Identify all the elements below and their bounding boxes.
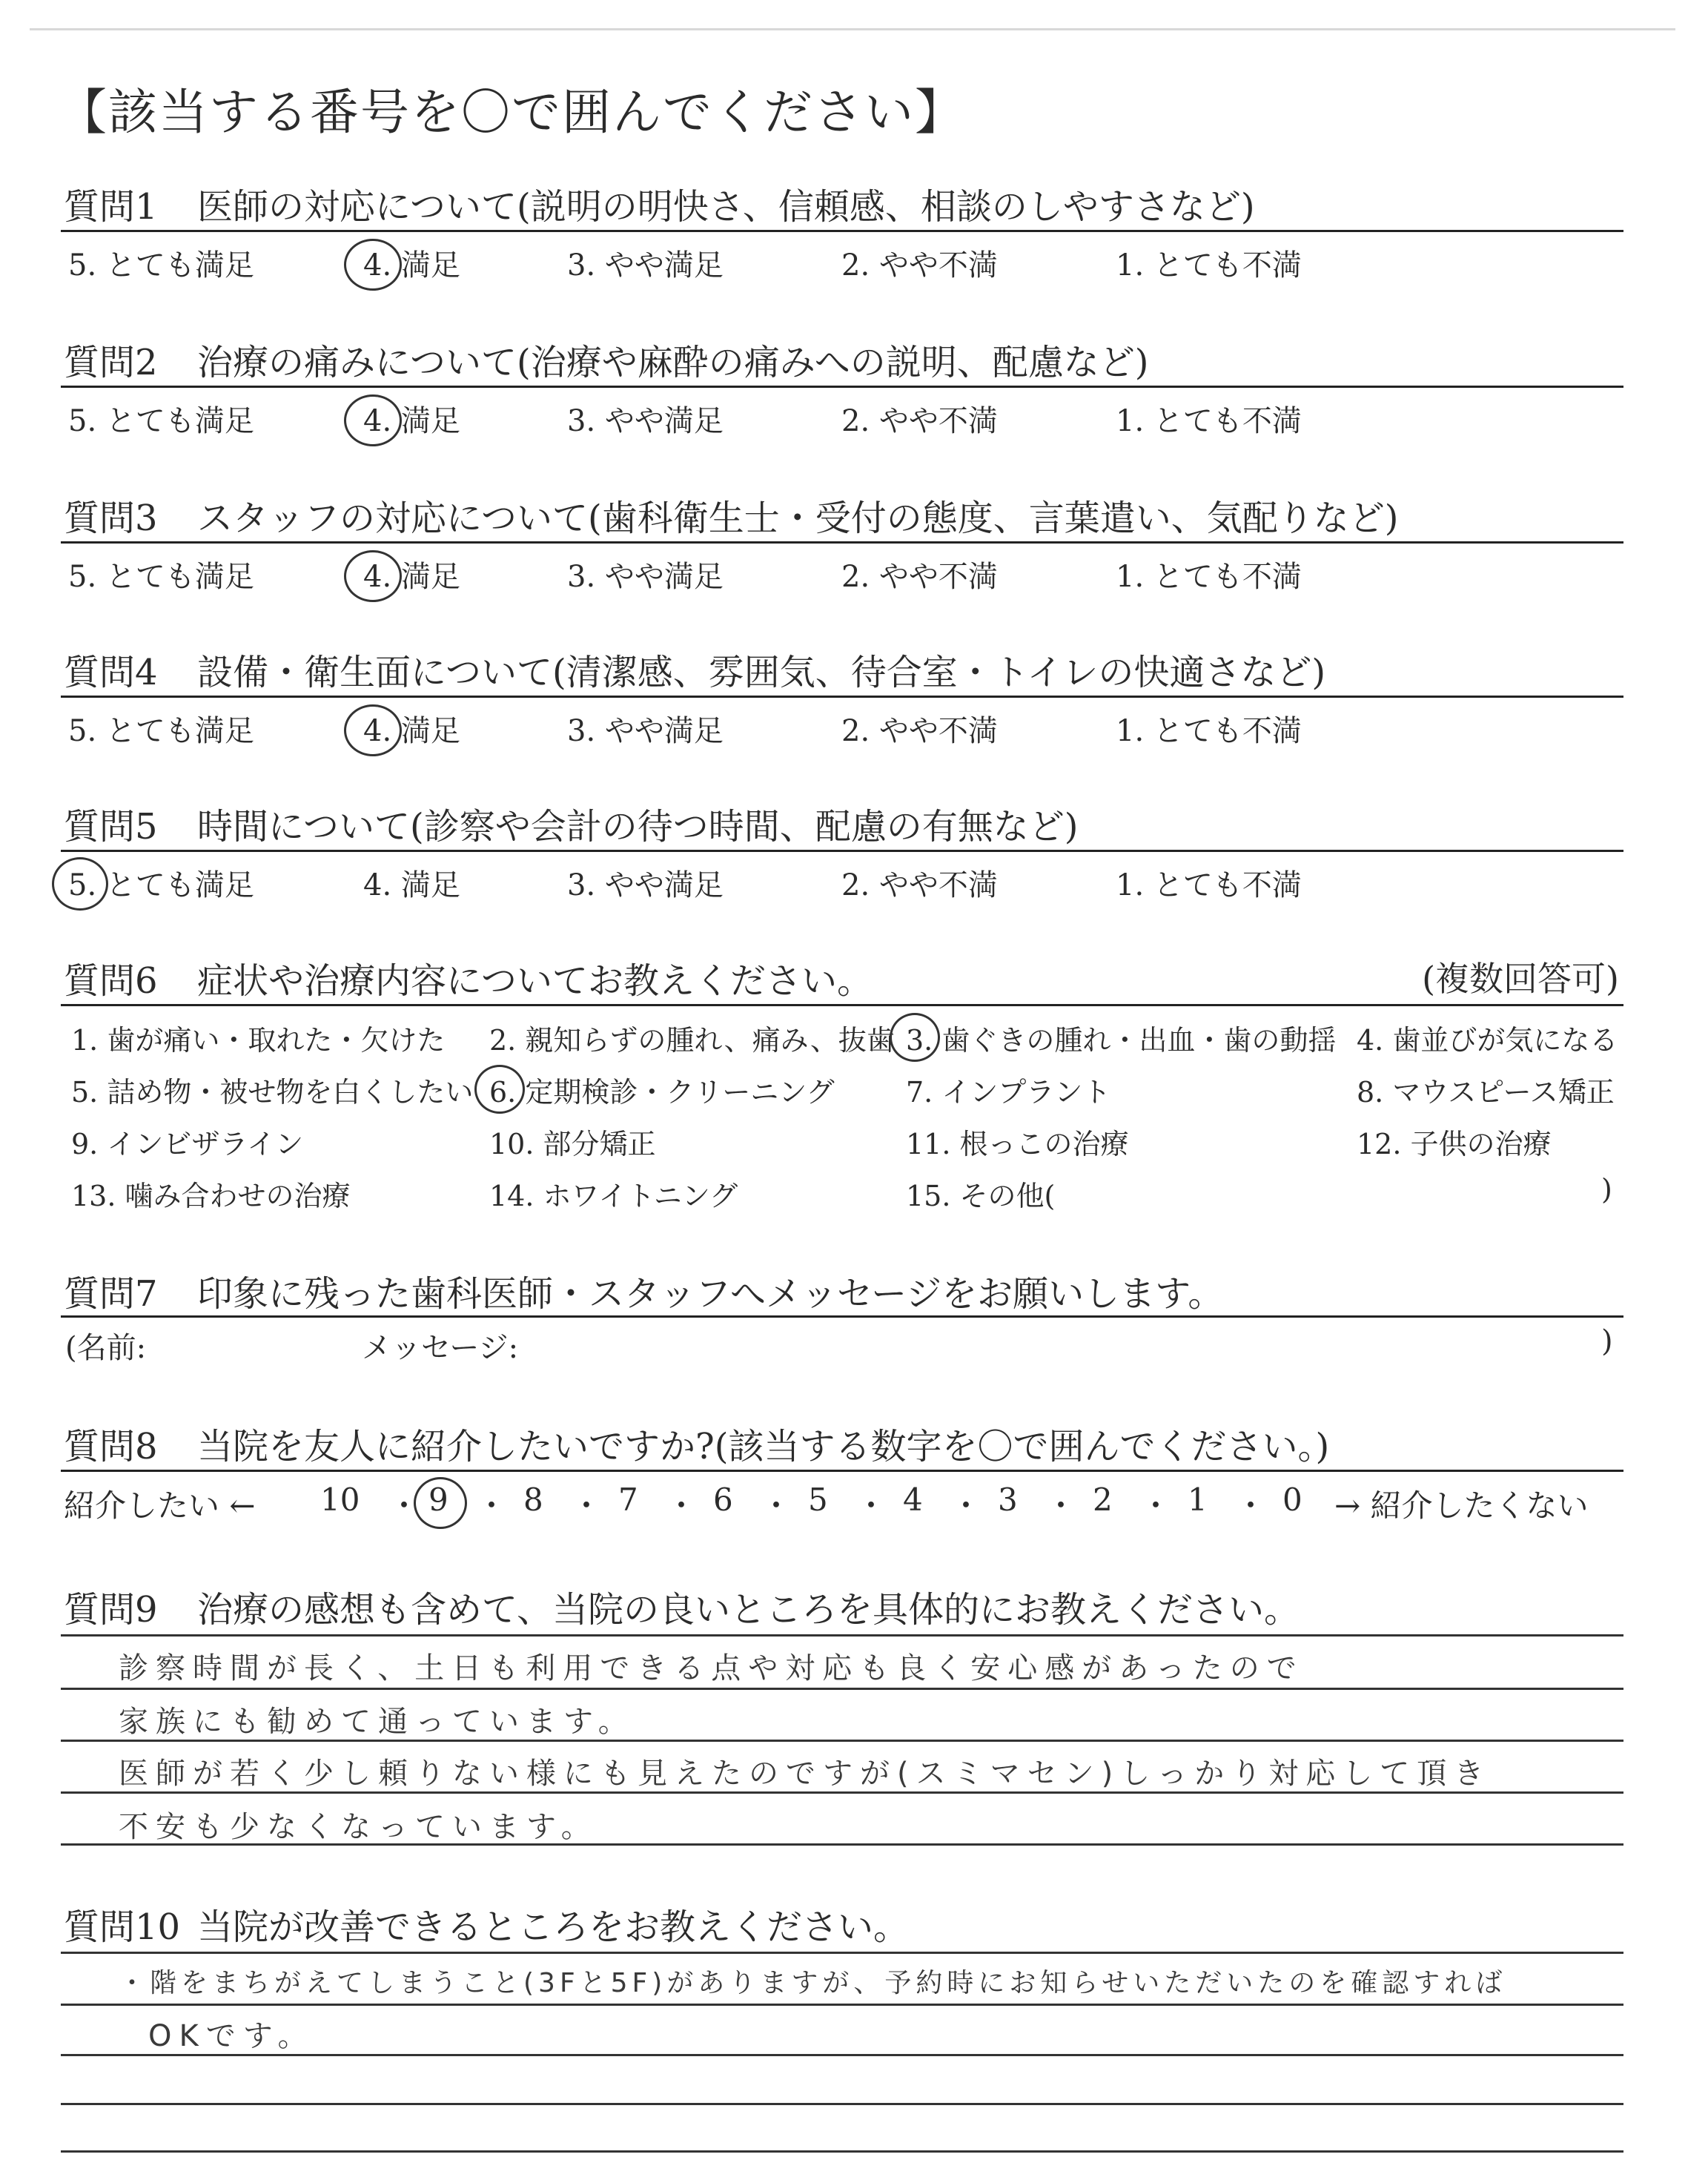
question-2-label: 質問2 <box>64 342 158 383</box>
q7-close-paren: ) <box>1601 1324 1613 1358</box>
question-4-rule <box>61 696 1623 698</box>
q1-option-5[interactable]: 5. とても満足 <box>68 248 254 283</box>
q3-option-4[interactable]: 4. 満足 <box>363 560 460 594</box>
q6-option-2[interactable]: 2. 親知らずの腫れ、痛み、抜歯 <box>489 1024 895 1057</box>
question-10-text: 当院が改善できるところをお教えください。 <box>197 1906 910 1948</box>
question-1-label: 質問1 <box>64 186 158 228</box>
q5-option-5[interactable]: 5. とても満足 <box>68 868 254 902</box>
q8-number-8[interactable]: 8 <box>523 1482 543 1518</box>
question-2-rule <box>61 386 1623 388</box>
q6-option-10[interactable]: 10. 部分矯正 <box>489 1128 656 1160</box>
q8-number-2[interactable]: 2 <box>1093 1482 1113 1518</box>
question-1-heading <box>64 178 1255 229</box>
q8-separator: ・ <box>950 1487 982 1524</box>
question-3-heading <box>64 489 1399 541</box>
q10-answer-line-2: OKです。 <box>148 2019 315 2053</box>
q5-option-1[interactable]: 1. とても不満 <box>1116 868 1302 902</box>
q2-option-4[interactable]: 4. 満足 <box>363 404 460 438</box>
question-8-heading <box>64 1418 1329 1469</box>
q10-answer-line-1: ・階をまちがえてしまうこと(3Fと5F)がありますが、予約時にお知らせいただいたのを確認すれば <box>119 1968 1507 1998</box>
q1-option-4[interactable]: 4. 満足 <box>363 248 460 283</box>
question-7-text: 印象に残った歯科医師・スタッフへメッセージをお願いします。 <box>197 1273 1224 1315</box>
q8-separator: ・ <box>571 1487 603 1524</box>
q8-separator: ・ <box>1045 1487 1077 1524</box>
q5-option-4[interactable]: 4. 満足 <box>363 868 460 902</box>
q3-selection-circle <box>344 550 402 602</box>
question-1-rule <box>61 230 1623 232</box>
question-2-text: 治療の痛みについて(治療や麻酔の痛みへの説明、配慮など) <box>197 342 1149 383</box>
q3-option-3[interactable]: 3. やや満足 <box>567 560 724 594</box>
q6-option-8[interactable]: 8. マウスピース矯正 <box>1357 1076 1615 1109</box>
question-6-heading <box>64 952 873 1003</box>
q8-separator: ・ <box>761 1487 792 1524</box>
q10-answer-rule <box>61 2004 1623 2006</box>
q1-selection-circle <box>344 239 402 291</box>
q10-answer-rule <box>61 2150 1623 2153</box>
q8-number-10[interactable]: 10 <box>320 1482 360 1518</box>
question-5-text: 時間について(診察や会計の待つ時間、配慮の有無など) <box>197 806 1079 848</box>
q6-option-12[interactable]: 12. 子供の治療 <box>1357 1128 1552 1160</box>
q8-number-6[interactable]: 6 <box>713 1482 733 1518</box>
q8-separator: ・ <box>476 1487 508 1524</box>
q8-right-label: → 紹介したくない <box>1334 1487 1589 1524</box>
q9-answer-rule <box>61 1634 1623 1636</box>
question-10-heading <box>64 1898 909 1949</box>
q4-option-5[interactable]: 5. とても満足 <box>68 714 254 748</box>
question-7-label: 質問7 <box>64 1273 158 1315</box>
q9-answer-rule <box>61 1688 1623 1690</box>
top-border-line <box>30 28 1675 30</box>
q6-option-11[interactable]: 11. 根っこの治療 <box>906 1128 1129 1160</box>
q8-selection-circle <box>414 1477 467 1529</box>
q1-option-3[interactable]: 3. やや満足 <box>567 248 724 283</box>
question-7-heading <box>64 1265 1223 1316</box>
q5-selection-circle <box>52 857 108 911</box>
q6-option-5[interactable]: 5. 詰め物・被せ物を白くしたい <box>71 1076 474 1109</box>
q6-option-6-selection-circle <box>474 1065 525 1114</box>
q4-option-1[interactable]: 1. とても不満 <box>1116 714 1302 748</box>
q8-separator: ・ <box>388 1487 420 1524</box>
q6-option-3-selection-circle <box>890 1013 940 1062</box>
question-6-text: 症状や治療内容についてお教えください。 <box>197 960 873 1002</box>
q2-option-2[interactable]: 2. やや不満 <box>841 404 998 438</box>
question-8-rule <box>61 1470 1623 1472</box>
q1-option-2[interactable]: 2. やや不満 <box>841 248 998 283</box>
question-8-text: 当院を友人に紹介したいですか?(該当する数字を〇で囲んでください。) <box>197 1426 1330 1467</box>
q6-option-9[interactable]: 9. インビザライン <box>71 1128 304 1160</box>
question-3-label: 質問3 <box>64 498 158 539</box>
q8-separator: ・ <box>1140 1487 1172 1524</box>
q6-option-7[interactable]: 7. インプラント <box>906 1076 1111 1109</box>
question-4-text: 設備・衛生面について(清潔感、雰囲気、待合室・トイレの快適さなど) <box>197 652 1326 693</box>
question-6-multi-note: (複数回答可) <box>1422 959 1619 999</box>
q10-answer-rule <box>61 1952 1623 1954</box>
question-9-text: 治療の感想も含めて、当院の良いところを具体的にお教えください。 <box>197 1589 1300 1631</box>
q8-number-5[interactable]: 5 <box>808 1482 828 1518</box>
q10-answer-rule <box>61 2103 1623 2105</box>
q6-option-1[interactable]: 1. 歯が痛い・取れた・欠けた <box>71 1024 446 1057</box>
question-2-heading <box>64 334 1149 385</box>
q8-number-0[interactable]: 0 <box>1282 1482 1302 1518</box>
q2-option-3[interactable]: 3. やや満足 <box>567 404 724 438</box>
question-6-label: 質問6 <box>64 960 158 1002</box>
q8-number-7[interactable]: 7 <box>618 1482 638 1518</box>
q6-option-15[interactable]: 15. その他( <box>906 1180 1056 1212</box>
q5-option-2[interactable]: 2. やや不満 <box>841 868 998 902</box>
q3-option-2[interactable]: 2. やや不満 <box>841 560 998 594</box>
q9-answer-line-1: 診察時間が長く、土日も利用できる点や対応も良く安心感があったので <box>119 1651 1304 1685</box>
q8-separator: ・ <box>1235 1487 1267 1524</box>
question-5-heading <box>64 798 1079 849</box>
question-5-rule <box>61 850 1623 852</box>
question-9-label: 質問9 <box>64 1589 158 1631</box>
q4-option-4[interactable]: 4. 満足 <box>363 714 460 748</box>
q2-option-1[interactable]: 1. とても不満 <box>1116 404 1302 438</box>
q4-option-3[interactable]: 3. やや満足 <box>567 714 724 748</box>
question-9-heading <box>64 1581 1300 1632</box>
q8-separator: ・ <box>666 1487 698 1524</box>
question-3-rule <box>61 541 1623 544</box>
q9-answer-rule <box>61 1740 1623 1742</box>
q2-option-5[interactable]: 5. とても満足 <box>68 404 254 438</box>
q4-option-2[interactable]: 2. やや不満 <box>841 714 998 748</box>
question-4-heading <box>64 644 1325 695</box>
question-3-text: スタッフの対応について(歯科衛生士・受付の態度、言葉遣い、気配りなど) <box>197 498 1399 539</box>
q9-answer-line-3: 医師が若く少し頼りない様にも見えたのですが(スミマセン)しっかり対応して頂き <box>119 1757 1492 1791</box>
q9-answer-rule <box>61 1843 1623 1846</box>
page-title: 【該当する番号を〇で囲んでください】 <box>58 84 965 141</box>
q8-separator: ・ <box>855 1487 887 1524</box>
q8-number-4[interactable]: 4 <box>903 1482 923 1518</box>
q6-option-4[interactable]: 4. 歯並びが気になる <box>1357 1024 1618 1057</box>
q8-number-1[interactable]: 1 <box>1188 1482 1208 1518</box>
q1-option-1[interactable]: 1. とても不満 <box>1116 248 1302 283</box>
q7-message-label: メッセージ: <box>362 1331 519 1365</box>
question-7-rule <box>61 1315 1623 1318</box>
q6-option-15-close-paren: ) <box>1601 1173 1612 1206</box>
question-4-label: 質問4 <box>64 652 158 693</box>
question-8-label: 質問8 <box>64 1426 158 1467</box>
question-1-text: 医師の対応について(説明の明快さ、信頼感、相談のしやすさなど) <box>197 186 1255 228</box>
q4-selection-circle <box>344 704 402 756</box>
q6-option-3[interactable]: 3. 歯ぐきの腫れ・出血・歯の動揺 <box>906 1024 1337 1057</box>
q9-answer-line-4: 不安も少なくなっています。 <box>119 1810 598 1844</box>
q8-number-3[interactable]: 3 <box>998 1482 1018 1518</box>
q2-selection-circle <box>344 394 402 446</box>
question-5-label: 質問5 <box>64 806 158 848</box>
question-6-rule <box>61 1004 1623 1006</box>
q6-option-6[interactable]: 6. 定期検診・クリーニング <box>489 1076 835 1109</box>
q7-name-label: (名前: <box>65 1331 147 1365</box>
q10-answer-rule <box>61 2054 1623 2056</box>
q6-option-13[interactable]: 13. 噛み合わせの治療 <box>71 1180 351 1212</box>
q8-left-label: 紹介したい ← <box>64 1487 256 1524</box>
q3-option-5[interactable]: 5. とても満足 <box>68 560 254 594</box>
q9-answer-line-2: 家族にも勧めて通っています。 <box>119 1705 635 1739</box>
q8-number-9[interactable]: 9 <box>428 1482 448 1518</box>
q3-option-1[interactable]: 1. とても不満 <box>1116 560 1302 594</box>
q6-option-14[interactable]: 14. ホワイトニング <box>489 1180 738 1212</box>
q9-answer-rule <box>61 1791 1623 1794</box>
question-10-label: 質問10 <box>64 1906 181 1948</box>
q5-option-3[interactable]: 3. やや満足 <box>567 868 724 902</box>
